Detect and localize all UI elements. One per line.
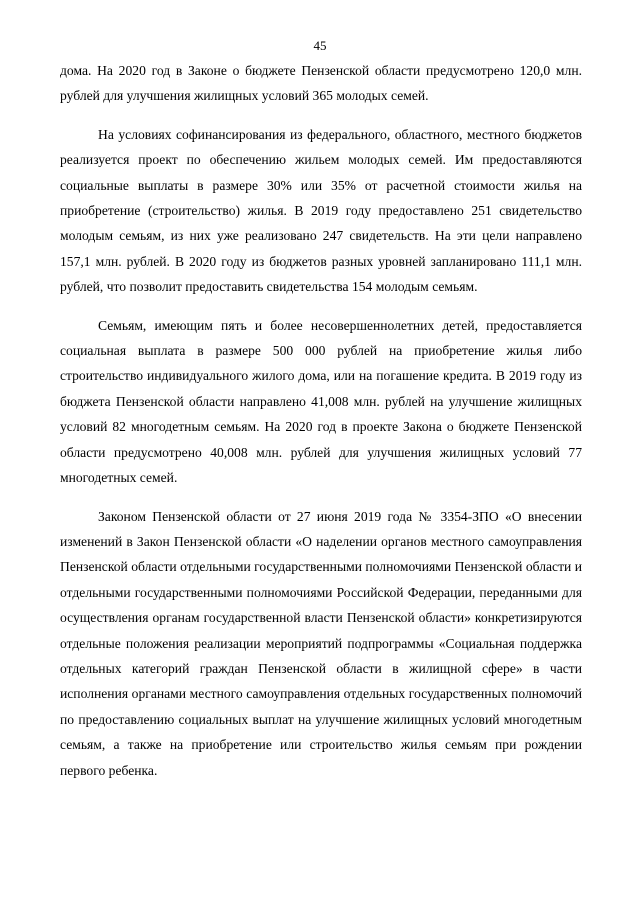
paragraph-continuation: дома. На 2020 год в Законе о бюджете Пензенской области предусмотрено 120,0 млн. рублей для улучшения жилищных условий 365 молодых семей. [60, 63, 582, 104]
paragraph-gap [60, 300, 582, 313]
paragraph-young-families: На условиях софинансирования из федерального, областного, местного бюджетов реализуется проект по обеспечению жильем молодых семей. Им предоставляются социальные выплаты в размере 30% или 35% от расчетной стоимости жилья на приобретение (строительство) жилья. В 2019 году предоставлено 251 свидетельство молодым семьям, из них уже реализовано 247 свидетельств. На эти цели направлено 157,1 млн. рублей. В 2020 году из бюджетов разных уровней запланировано 111,1 млн. рублей, что позволит предоставить свидетельства 154 молодым семьям. [60, 126, 582, 295]
paragraph-regional-law: Законом Пензенской области от 27 июня 2019 года № 3354-ЗПО «О внесении изменений в Закон Пензенской области «О наделении органов местного самоуправления Пензенской области отдельными государственными полномочиями Пензенской области и отдельными государственными полномочиями Российской Федерации, переданными для осуществления органам государственной власти Пензенской области» конкретизируются отдельные положения реализации мероприятий подпрограммы «Социальная поддержка отдельных категорий граждан Пензенской области в жилищной сфере» в части исполнения органами местного самоуправления отдельных государственных полномочий по предоставлению социальных выплат на улучшение жилищных условий многодетным семьям, а также на приобретение или строительство жилья семьям при рождении первого ребенка. [60, 508, 582, 778]
paragraph-gap [60, 109, 582, 122]
page-body [60, 58, 582, 783]
page-number: 45 [313, 38, 327, 53]
paragraph-gap [60, 491, 582, 504]
paragraph-large-families: Семьям, имеющим пять и более несовершеннолетних детей, предоставляется социальная выплата в размере 500 000 рублей на приобретение жилья либо строительство индивидуального жилого дома, или на погашение кредита. В 2019 году из бюджета Пензенской области направлено 41,008 млн. рублей на улучшение жилищных условий 82 многодетным семьям. На 2020 год в проекте Закона о бюджете Пензенской области предусмотрено 40,008 млн. рублей для улучшения жилищных условий 77 многодетных семей. [60, 317, 582, 486]
